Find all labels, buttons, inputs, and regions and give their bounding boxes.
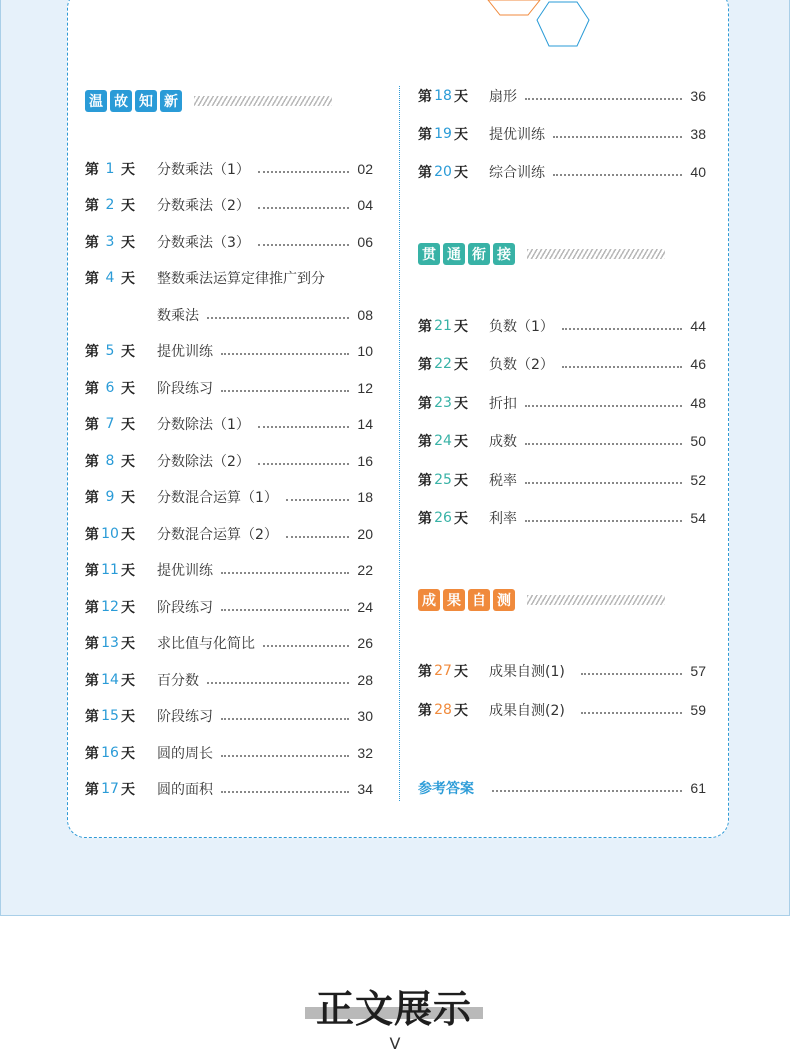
toc-topic: 利率: [489, 511, 517, 527]
day-number: 20: [434, 164, 452, 180]
day-number: 19: [434, 126, 452, 142]
leader-dots: [562, 328, 683, 330]
toc-topic: 分数乘法（2）: [157, 198, 250, 214]
toc-entry[interactable]: 第 27 天 成果自测(1) 57: [418, 663, 706, 680]
toc-topic: 求比值与化简比: [157, 636, 255, 652]
section-connect-heading: [418, 242, 665, 266]
toc-entry[interactable]: 第 16 天 圆的周长 32: [85, 745, 373, 762]
toc-topic: 扇形: [489, 89, 517, 105]
toc-page: 34: [357, 781, 373, 797]
toc-page: 24: [357, 599, 373, 615]
toc-entry[interactable]: 第 11 天 提优训练 22: [85, 562, 373, 579]
toc-entry[interactable]: 第 26 天 利率 54: [418, 510, 706, 527]
day-number: 2: [105, 197, 115, 213]
toc-entry[interactable]: 第 3 天 分数乘法（3） 06: [85, 234, 373, 251]
day-number: 12: [101, 599, 119, 615]
leader-dots: [207, 682, 349, 684]
day-number: 10: [101, 526, 119, 542]
leader-dots: [263, 645, 349, 647]
leader-dots: [525, 520, 682, 522]
toc-entry[interactable]: 第 9 天 分数混合运算（1） 18: [85, 489, 373, 506]
toc-topic: 提优训练: [157, 344, 213, 360]
toc-page: 26: [357, 635, 373, 651]
leader-dots: [525, 98, 682, 100]
toc-entry[interactable]: 第 25 天 税率 52: [418, 472, 706, 489]
leader-dots: [492, 790, 682, 792]
toc-page: 02: [357, 161, 373, 177]
hexagon-decoration-icon: [481, 0, 601, 50]
column-divider: [399, 86, 400, 801]
section-char: 知: [135, 90, 157, 112]
leader-dots: [286, 499, 350, 501]
toc-entry[interactable]: 第 20 天 综合训练 40: [418, 164, 706, 181]
day-number: 17: [101, 781, 119, 797]
page-number: V: [389, 1034, 401, 1053]
toc-topic: 圆的面积: [157, 782, 213, 798]
day-number: 24: [434, 433, 452, 449]
heading-stripe: [194, 96, 332, 106]
section-char: 自: [468, 589, 490, 611]
toc-topic: 分数乘法（1）: [157, 162, 250, 178]
leader-dots: [221, 353, 349, 355]
leader-dots: [221, 718, 349, 720]
toc-page: 32: [357, 745, 373, 761]
day-number: 14: [101, 672, 119, 688]
toc-entry[interactable]: 第 13 天 求比值与化简比 26: [85, 635, 373, 652]
toc-topic-continued: 数乘法: [157, 308, 199, 324]
section-char: 新: [160, 90, 182, 112]
day-number: 13: [101, 635, 119, 651]
day-number: 18: [434, 88, 452, 104]
day-number: 21: [434, 318, 452, 334]
toc-topic: 提优训练: [489, 127, 545, 143]
toc-topic: 圆的周长: [157, 746, 213, 762]
toc-entry[interactable]: 第 7 天 分数除法（1） 14: [85, 416, 373, 433]
toc-entry[interactable]: 第 15 天 阶段练习 30: [85, 708, 373, 725]
day-number: 6: [105, 380, 115, 396]
toc-topic: 整数乘法运算定律推广到分: [157, 271, 325, 287]
section-char: 成: [418, 589, 440, 611]
toc-topic: 成果自测(2): [489, 703, 565, 719]
day-number: 15: [101, 708, 119, 724]
leader-dots: [525, 405, 682, 407]
leader-dots: [553, 174, 682, 176]
leader-dots: [207, 317, 349, 319]
toc-entry[interactable]: 第 18 天 扇形 36: [418, 88, 706, 105]
answers-entry[interactable]: [418, 777, 706, 799]
toc-topic: 分数除法（2）: [157, 454, 250, 470]
toc-page: 59: [690, 702, 706, 718]
section-selftest-heading: [418, 588, 665, 612]
toc-entry[interactable]: 第 1 天 分数乘法（1） 02: [85, 161, 373, 178]
day-number: 22: [434, 356, 452, 372]
toc-topic: 折扣: [489, 396, 517, 412]
toc-entry[interactable]: 第 17 天 圆的面积 34: [85, 781, 373, 798]
day-number: 27: [434, 663, 452, 679]
toc-topic: 分数乘法（3）: [157, 235, 250, 251]
section-char: 接: [493, 243, 515, 265]
toc-topic: 分数除法（1）: [157, 417, 250, 433]
toc-entry[interactable]: 第 22 天 负数（2） 46: [418, 356, 706, 373]
day-number: 26: [434, 510, 452, 526]
section-char: 果: [443, 589, 465, 611]
section-char: 贯: [418, 243, 440, 265]
toc-page: 12: [357, 380, 373, 396]
heading-stripe: [527, 595, 665, 605]
day-number: 7: [105, 416, 115, 432]
toc-page: 16: [357, 453, 373, 469]
toc-page: 38: [690, 126, 706, 142]
toc-page: 20: [357, 526, 373, 542]
toc-page: 36: [690, 88, 706, 104]
toc-entry[interactable]: 第 14 天 百分数 28: [85, 672, 373, 689]
leader-dots: [221, 390, 349, 392]
toc-entry[interactable]: 第 6 天 阶段练习 12: [85, 380, 373, 397]
leader-dots: [525, 443, 682, 445]
toc-page: 61: [690, 780, 706, 796]
leader-dots: [221, 609, 349, 611]
toc-page: 28: [357, 672, 373, 688]
toc-page: 44: [690, 318, 706, 334]
leader-dots: [221, 572, 349, 574]
toc-page: 22: [357, 562, 373, 578]
toc-topic: 负数（1）: [489, 319, 554, 335]
toc-topic: 负数（2）: [489, 357, 554, 373]
day-number: 3: [105, 234, 115, 250]
toc-topic: 成果自测(1): [489, 664, 565, 680]
leader-dots: [221, 755, 349, 757]
leader-dots: [581, 712, 683, 714]
day-number: 16: [101, 745, 119, 761]
toc-page: 18: [357, 489, 373, 505]
toc-entry[interactable]: 第 23 天 折扣 48: [418, 395, 706, 412]
day-number: 23: [434, 395, 452, 411]
day-number: 1: [105, 161, 115, 177]
toc-page: 50: [690, 433, 706, 449]
leader-dots: [562, 366, 683, 368]
day-number: 25: [434, 472, 452, 488]
leader-dots: [286, 536, 350, 538]
toc-page: 40: [690, 164, 706, 180]
toc-entry[interactable]: 第 8 天 分数除法（2） 16: [85, 453, 373, 470]
section-char: 温: [85, 90, 107, 112]
toc-page: 52: [690, 472, 706, 488]
leader-dots: [525, 482, 682, 484]
day-number: 8: [105, 453, 115, 469]
leader-dots: [581, 673, 683, 675]
toc-topic: 税率: [489, 473, 517, 489]
toc-page: 48: [690, 395, 706, 411]
toc-page: 08: [357, 307, 373, 323]
toc-page: 04: [357, 197, 373, 213]
toc-page: 54: [690, 510, 706, 526]
day-number: 9: [105, 489, 115, 505]
heading-stripe: [527, 249, 665, 259]
section-review-heading: [85, 89, 332, 113]
toc-topic: 综合训练: [489, 165, 545, 181]
leader-dots: [258, 244, 350, 246]
leader-dots: [258, 207, 350, 209]
toc-page: 46: [690, 356, 706, 372]
toc-page: 14: [357, 416, 373, 432]
day-number: 11: [101, 562, 119, 578]
toc-entry[interactable]: 第 12 天 阶段练习 24: [85, 599, 373, 616]
leader-dots: [553, 136, 682, 138]
toc-topic: 阶段练习: [157, 709, 213, 725]
day-number: 5: [105, 343, 115, 359]
toc-entry[interactable]: 第 5 天 提优训练 10: [85, 343, 373, 360]
toc-entry[interactable]: 第 4 天 整数乘法运算定律推广到分: [85, 270, 325, 287]
toc-entry[interactable]: 第 10 天 分数混合运算（2） 20: [85, 526, 373, 543]
section-char: 故: [110, 90, 132, 112]
toc-topic: 分数混合运算（1）: [157, 490, 278, 506]
section-char: 测: [493, 589, 515, 611]
leader-dots: [221, 791, 349, 793]
toc-page: 30: [357, 708, 373, 724]
leader-dots: [258, 463, 350, 465]
toc-page: 57: [690, 663, 706, 679]
toc-page: 10: [357, 343, 373, 359]
toc-topic: 分数混合运算（2）: [157, 527, 278, 543]
toc-entry[interactable]: 第 21 天 负数（1） 44: [418, 318, 706, 335]
toc-entry[interactable]: 第 24 天 成数 50: [418, 433, 706, 450]
toc-topic: 成数: [489, 434, 517, 450]
toc-topic: 提优训练: [157, 563, 213, 579]
section-char: 衔: [468, 243, 490, 265]
day-number: 28: [434, 702, 452, 718]
toc-entry-continuation[interactable]: [157, 304, 373, 326]
toc-entry[interactable]: 第 2 天 分数乘法（2） 04: [85, 197, 373, 214]
toc-entry[interactable]: 第 28 天 成果自测(2) 59: [418, 702, 706, 719]
toc-topic: 阶段练习: [157, 381, 213, 397]
answers-label: 参考答案: [418, 781, 474, 797]
toc-topic: 阶段练习: [157, 600, 213, 616]
toc-page: 06: [357, 234, 373, 250]
main-title: 正文展示: [315, 987, 472, 1031]
leader-dots: [258, 171, 350, 173]
leader-dots: [258, 426, 350, 428]
toc-entry[interactable]: 第 19 天 提优训练 38: [418, 126, 706, 143]
toc-topic: 百分数: [157, 673, 199, 689]
day-number: 4: [105, 270, 115, 286]
section-char: 通: [443, 243, 465, 265]
